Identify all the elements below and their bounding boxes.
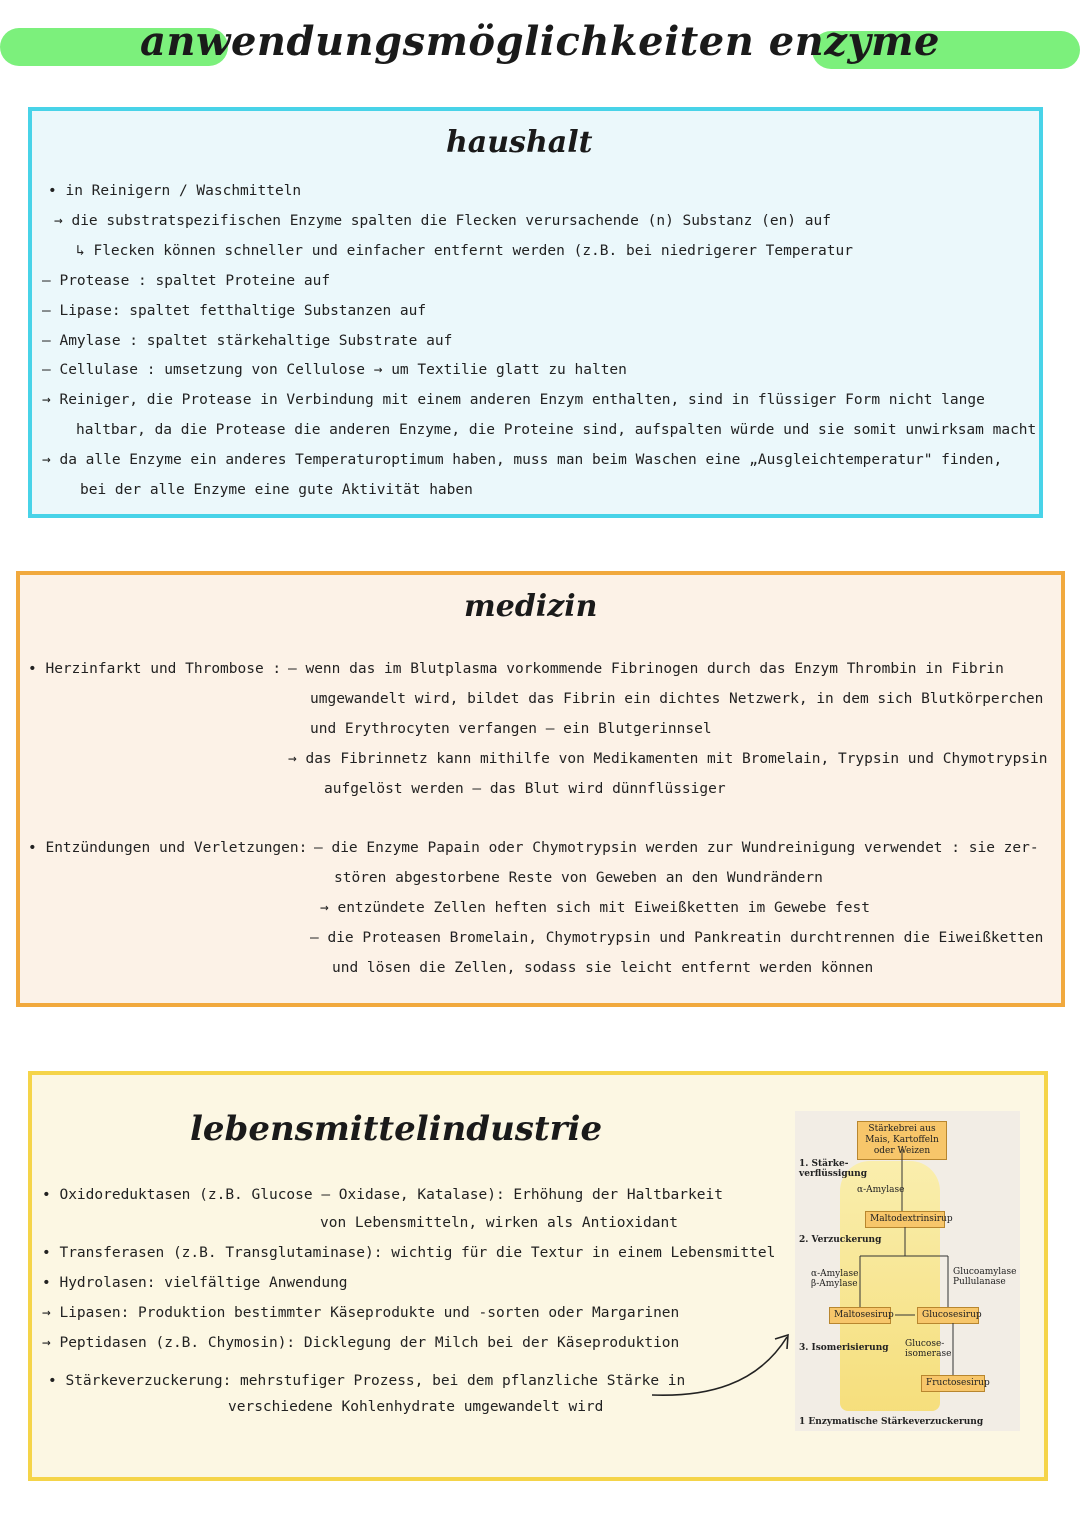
medizin-line: – die Proteasen Bromelain, Chymotrypsin und Pankreatin durchtrennen die Eiweißketten — [310, 930, 1044, 946]
haushalt-title: haushalt — [446, 125, 593, 160]
medizin-line: → das Fibrinnetz kann mithilfe von Medikamenten mit Bromelain, Trypsin und Chymotrypsin — [288, 751, 1048, 767]
haushalt-line: → Reiniger, die Protease in Verbindung mit einem anderen Enzym enthalten, sind in flüssiger Form nicht lange — [42, 392, 985, 408]
diagram-caption: 1 Enzymatische Stärkeverzuckerung — [799, 1417, 984, 1427]
diagram-maltose-box: Maltosesirup — [829, 1307, 891, 1324]
lebensmittel-line: • Transferasen (z.B. Transglutaminase): wichtig für die Textur in einem Lebensmittel — [42, 1245, 776, 1261]
arrow-to-diagram-icon — [647, 1325, 797, 1405]
lebensmittel-line: verschiedene Kohlenhydrate umgewandelt wird — [228, 1399, 604, 1415]
haushalt-line: → da alle Enzyme ein anderes Temperaturoptimum haben, muss man beim Waschen eine „Ausgleichtemperatur" finden, — [42, 452, 1003, 468]
haushalt-line: – Cellulase : umsetzung von Cellulose → um Textilie glatt zu halten — [42, 362, 627, 378]
haushalt-line: – Protease : spaltet Proteine auf — [42, 273, 331, 289]
haushalt-line: → die substratspezifischen Enzyme spalten die Flecken verursachende (n) Substanz (en) auf — [54, 213, 831, 229]
lebensmittel-line: • Oxidoreduktasen (z.B. Glucose – Oxidase, Katalase): Erhöhung der Haltbarkeit — [42, 1187, 723, 1203]
medizin-line: – wenn das im Blutplasma vorkommende Fibrinogen durch das Enzym Thrombin in Fibrin — [288, 661, 1004, 677]
diagram-enzyme1: α-Amylase — [857, 1185, 905, 1195]
diagram-enzyme2b-text: Glucoamylase Pullulanase — [953, 1267, 1017, 1287]
diagram-step2-label: 2. Verzuckerung — [799, 1235, 882, 1245]
medizin-line: aufgelöst werden – das Blut wird dünnflüssiger — [324, 781, 726, 797]
diagram-maltodextrin-box: Maltodextrinsirup — [865, 1211, 945, 1228]
haushalt-line: haltbar, da die Protease die anderen Enzyme, die Proteine sind, aufspalten würde und sie somit unwirksam macht — [76, 422, 1037, 438]
diagram-enzyme2a-text: α-Amylase β-Amylase — [811, 1269, 859, 1289]
lebensmittel-line: → Peptidasen (z.B. Chymosin): Dicklegung der Milch bei der Käseproduktion — [42, 1335, 680, 1351]
medizin-section — [16, 571, 1065, 1007]
medizin-line: • Herzinfarkt und Thrombose : — [28, 661, 282, 677]
lebensmittel-line: → Lipasen: Produktion bestimmter Käseprodukte und -sorten oder Margarinen — [42, 1305, 680, 1321]
medizin-line: und lösen die Zellen, sodass sie leicht entfernt werden können — [332, 960, 874, 976]
diagram-step3-label: 3. Isomerisierung — [799, 1343, 889, 1353]
medizin-line: → entzündete Zellen heften sich mit Eiweißketten im Gewebe fest — [320, 900, 870, 916]
lebensmittel-title: lebensmittelindustrie — [190, 1109, 603, 1149]
diagram-glucose-box: Glucosesirup — [917, 1307, 979, 1324]
medizin-line: – die Enzyme Papain oder Chymotrypsin werden zur Wundreinigung verwendet : sie zer- — [314, 840, 1039, 856]
lebensmittel-line: von Lebensmitteln, wirken als Antioxidant — [320, 1215, 678, 1231]
haushalt-section — [28, 107, 1043, 518]
haushalt-line: – Amylase : spaltet stärkehaltige Substrate auf — [42, 333, 453, 349]
haushalt-line: bei der alle Enzyme eine gute Aktivität haben — [80, 482, 473, 498]
starch-diagram — [795, 1111, 1020, 1431]
diagram-connectors — [795, 1111, 1020, 1411]
haushalt-line: – Lipase: spaltet fetthaltige Substanzen auf — [42, 303, 427, 319]
lebensmittel-section — [28, 1071, 1048, 1481]
medizin-title: medizin — [464, 589, 598, 624]
page-title: anwendungsmöglichkeiten enzyme — [140, 18, 940, 65]
haushalt-line: ↳ Flecken können schneller und einfacher entfernt werden (z.B. bei niedrigerer Temperatur — [76, 243, 853, 259]
lebensmittel-line: • Hydrolasen: vielfältige Anwendung — [42, 1275, 348, 1291]
diagram-start-box: Stärkebrei aus Mais, Kartoffeln oder Weizen — [857, 1121, 947, 1160]
medizin-line: • Entzündungen und Verletzungen: — [28, 840, 308, 856]
lebensmittel-line: • Stärkeverzuckerung: mehrstufiger Prozess, bei dem pflanzliche Stärke in — [48, 1373, 686, 1389]
medizin-line: und Erythrocyten verfangen – ein Blutgerinnsel — [310, 721, 712, 737]
medizin-line: umgewandelt wird, bildet das Fibrin ein dichtes Netzwerk, in dem sich Blutkörperchen — [310, 691, 1044, 707]
diagram-enzyme3-text: Glucose- isomerase — [905, 1339, 952, 1359]
diagram-step1-text: 1. Stärke- verflüssigung — [799, 1159, 868, 1179]
diagram-fructose-box: Fructosesirup — [921, 1375, 985, 1392]
medizin-line: stören abgestorbene Reste von Geweben an den Wundrändern — [334, 870, 823, 886]
haushalt-line: • in Reinigern / Waschmitteln — [48, 183, 302, 199]
